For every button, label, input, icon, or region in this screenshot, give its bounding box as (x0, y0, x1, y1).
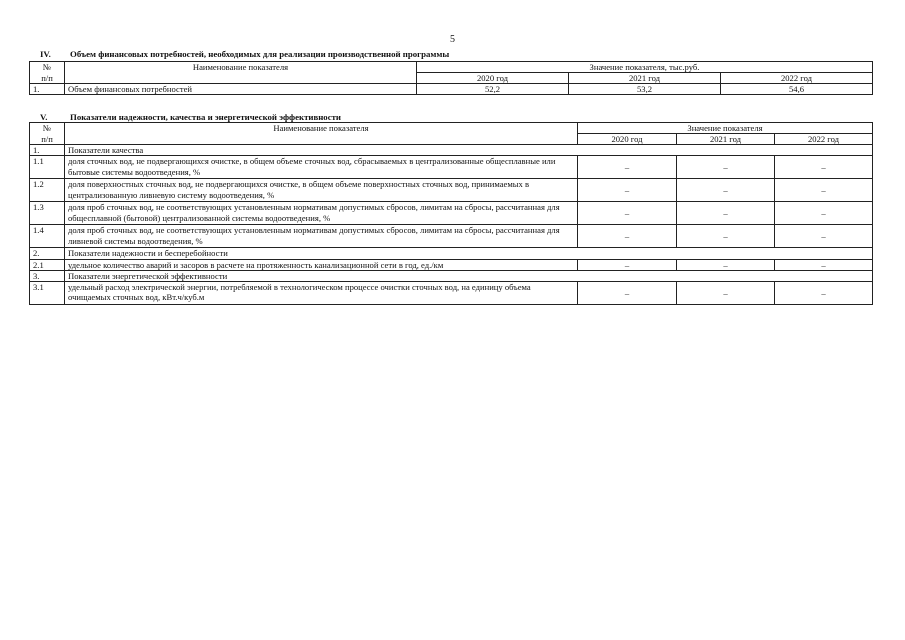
year-header: 2022 год (721, 73, 873, 84)
row-value: – (775, 179, 873, 202)
row-number: 1.1 (30, 156, 65, 179)
year-header: 2021 год (569, 73, 721, 84)
row-value: 52,2 (417, 84, 569, 95)
row-value: 53,2 (569, 84, 721, 95)
row-number: 2. (30, 248, 65, 259)
group-title: Показатели надежности и бесперебойности (65, 248, 873, 259)
row-value: 54,6 (721, 84, 873, 95)
row-value: – (775, 202, 873, 225)
row-value: – (578, 202, 677, 225)
section-5-number: V. (40, 112, 48, 122)
year-header: 2021 год (677, 134, 775, 145)
table-row (30, 225, 873, 248)
col-value-group-header: Значение показателя, тыс.руб. (417, 62, 873, 73)
table-row (30, 179, 873, 202)
row-number: 3.1 (30, 281, 65, 304)
col-value-group-header: Значение показателя (578, 123, 873, 134)
row-number: 1.3 (30, 202, 65, 225)
row-number: 1.4 (30, 225, 65, 248)
financial-needs-table (29, 61, 873, 95)
col-num-bottom: п/п (30, 134, 65, 145)
row-number: 1.2 (30, 179, 65, 202)
row-name: доля сточных вод, не подвергающихся очистке, в общем объеме сточных вод, сбрасываемых в централизованные общесплавные или бытовые системы водоотведения, % (65, 156, 578, 179)
table-row (30, 281, 873, 304)
row-number: 1. (30, 145, 65, 156)
page-number: 5 (450, 34, 455, 45)
year-header: 2020 год (578, 134, 677, 145)
row-value: – (677, 202, 775, 225)
row-value: – (578, 281, 677, 304)
group-row (30, 145, 873, 156)
year-header: 2022 год (775, 134, 873, 145)
table-row (30, 84, 873, 95)
table-row (30, 156, 873, 179)
row-value: – (578, 156, 677, 179)
col-num-bottom: п/п (30, 73, 65, 84)
col-num-top: № (30, 123, 65, 134)
row-name: доля проб сточных вод, не соответствующих установленным нормативам допустимых сбросов, лимитам на сбросы, рассчитанная для ливневой системы водоотведения, % (65, 225, 578, 248)
row-value: – (775, 156, 873, 179)
col-name-header: Наименование показателя (65, 62, 417, 84)
table-row (30, 202, 873, 225)
row-name: доля поверхностных сточных вод, не подвергающихся очистке, в общем объеме поверхностных сточных вод, принимаемых в централизованную ливневую систему водоотведения, % (65, 179, 578, 202)
row-value: – (578, 259, 677, 270)
row-value: – (677, 259, 775, 270)
row-number: 2.1 (30, 259, 65, 270)
row-value: – (677, 156, 775, 179)
row-number: 1. (30, 84, 65, 95)
row-name: удельный расход электрической энергии, потребляемой в технологическом процессе очистки сточных вод, на единицу объема очищаемых сточных вод, кВт.ч/куб.м (65, 281, 578, 304)
group-title: Показатели качества (65, 145, 873, 156)
section-4-number: IV. (40, 49, 51, 59)
row-value: – (775, 225, 873, 248)
row-value: – (775, 259, 873, 270)
indicators-table (29, 122, 873, 305)
group-row (30, 248, 873, 259)
table-row (30, 259, 873, 270)
row-name: удельное количество аварий и засоров в расчете на протяженность канализационной сети в год, ед./км (65, 259, 578, 270)
row-value: – (578, 179, 677, 202)
section-4-heading (40, 49, 449, 59)
row-value: – (677, 179, 775, 202)
group-title: Показатели энергетической эффективности (65, 270, 873, 281)
row-number: 3. (30, 270, 65, 281)
col-num-top: № (30, 62, 65, 73)
year-header: 2020 год (417, 73, 569, 84)
row-value: – (578, 225, 677, 248)
section-4-title: Объем финансовых потребностей, необходимых для реализации производственной программы (70, 49, 450, 59)
row-value: – (677, 281, 775, 304)
row-value: – (775, 281, 873, 304)
section-5-title: Показатели надежности, качества и энергетической эффективности (70, 112, 341, 122)
row-value: – (677, 225, 775, 248)
row-name: доля проб сточных вод, не соответствующих установленным нормативам допустимых сбросов, лимитам на сбросы, рассчитанная для общесплавной (бытовой) централизованной системы водоотведения, % (65, 202, 578, 225)
section-5-heading (40, 112, 341, 122)
col-name-header: Наименование показателя (65, 123, 578, 145)
group-row (30, 270, 873, 281)
row-name: Объем финансовых потребностей (65, 84, 417, 95)
